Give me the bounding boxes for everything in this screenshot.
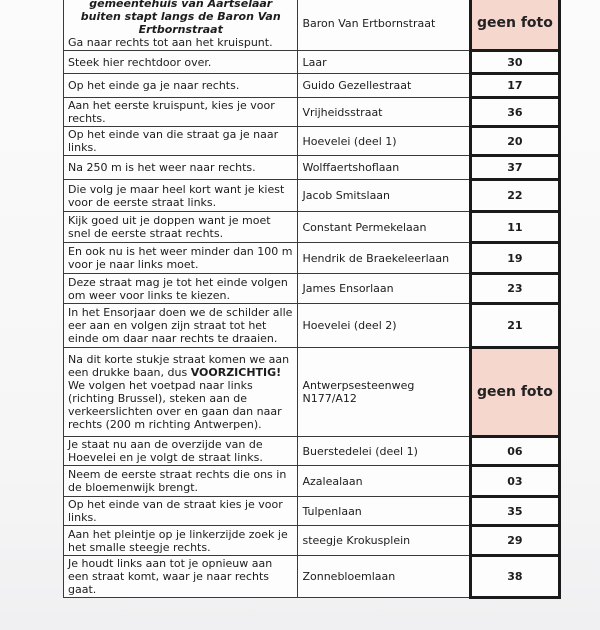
table-row — [64, 180, 560, 212]
photo-number: 36 — [507, 105, 523, 119]
instruction-cell: Op het einde ga je naar rechts. — [64, 74, 298, 98]
instruction-cell — [64, 348, 298, 437]
route-table — [63, 0, 561, 599]
street-cell: Baron Van Ertbornstraat — [298, 0, 470, 51]
street-cell: Laar — [298, 51, 470, 74]
street-cell: Hoevelei (deel 2) — [298, 304, 470, 348]
instruction-cell: Je staat nu aan de overzijde van de Hoevelei en je volgt de straat links. — [64, 437, 298, 466]
table-row — [64, 127, 560, 156]
photo-number: 17 — [507, 79, 523, 92]
photo-number-cell — [470, 556, 559, 598]
instruction-cell: Die volg je maar heel kort want je kiest voor de eerste straat links. — [64, 180, 298, 212]
photo-number: 11 — [507, 220, 523, 234]
instruction-cell: Op het einde van die straat ga je naar links. — [64, 127, 298, 156]
photo-number-cell — [470, 466, 559, 497]
photo-number: 29 — [507, 534, 523, 547]
table-row — [64, 348, 560, 437]
table-row — [64, 437, 560, 466]
photo-number-cell — [470, 51, 559, 74]
street-cell: James Ensorlaan — [298, 274, 470, 304]
photo-number-cell — [470, 526, 559, 556]
instruction-text: Na dit korte stukje straat komen we aan een drukke baan, dus — [68, 353, 290, 379]
street-cell: Hoevelei (deel 1) — [298, 127, 470, 156]
photo-number: 20 — [507, 134, 523, 148]
photo-number: 35 — [507, 504, 523, 518]
photo-number: 38 — [507, 570, 523, 583]
table-row — [64, 51, 560, 74]
street-cell: Tulpenlaan — [298, 497, 470, 526]
photo-number: 19 — [507, 251, 523, 265]
street-cell: Azalealaan — [298, 466, 470, 497]
street-cell: Wolffaertshoflaan — [298, 156, 470, 180]
table-row — [64, 243, 560, 274]
instruction-cell: Deze straat mag je tot het einde volgen om weer voor links te kiezen. — [64, 274, 298, 304]
instruction-cell: Kijk goed uit je doppen want je moet snel de eerste straat rechts. — [64, 212, 298, 243]
photo-number-cell — [470, 0, 559, 51]
street-cell: Buerstedelei (deel 1) — [298, 437, 470, 466]
photo-number: 37 — [507, 161, 523, 174]
table-row — [64, 526, 560, 556]
table-row — [64, 466, 560, 497]
photo-number-cell — [470, 497, 559, 526]
street-cell: steegje Krokusplein — [298, 526, 470, 556]
photo-number: 21 — [507, 319, 523, 332]
photo-number-cell — [470, 304, 559, 348]
instruction-cell: Steek hier rechtdoor over. — [64, 51, 298, 74]
photo-number: geen foto — [476, 14, 553, 31]
street-cell: Hendrik de Braekeleerlaan — [298, 243, 470, 274]
table-row — [64, 74, 560, 98]
instruction-text: Ga naar rechts tot aan het kruispunt. — [68, 36, 273, 49]
photo-number: 30 — [507, 55, 523, 69]
photo-number-cell — [470, 156, 559, 180]
instruction-cell: Op het einde van de straat kies je voor links. — [64, 497, 298, 526]
street-cell: Jacob Smitslaan — [298, 180, 470, 212]
instruction-cell: Na 250 m is het weer naar rechts. — [64, 156, 298, 180]
table-row — [64, 212, 560, 243]
instruction-cell: Aan het pleintje op je linkerzijde zoek je het smalle steegje rechts. — [64, 526, 298, 556]
photo-number-cell — [470, 98, 559, 127]
photo-number: 23 — [507, 282, 523, 295]
photo-number: 06 — [507, 444, 523, 458]
photo-number: 03 — [507, 474, 523, 488]
instruction-cell: In het Ensorjaar doen we de schilder alle eer aan en volgen zijn straat tot het einde om daar naar rechts te draaien. — [64, 304, 298, 348]
photo-number-cell — [470, 274, 559, 304]
photo-number: 22 — [507, 189, 523, 202]
street-cell: Zonnebloemlaan — [298, 556, 470, 598]
table-row — [64, 556, 560, 598]
table-row — [64, 0, 560, 51]
photo-number-cell — [470, 74, 559, 98]
warning-text: VOORZICHTIG! — [190, 366, 282, 379]
instruction-cell: Je houdt links aan tot je opnieuw aan een straat komt, waar je naar rechts gaat. — [64, 556, 298, 598]
photo-number-cell — [470, 243, 559, 274]
photo-number: geen foto — [476, 383, 553, 400]
table-row — [64, 274, 560, 304]
instruction-text: We volgen het voetpad naar links (richting Brussel), steken aan de verkeerslichten over en gaan dan naar rechts (200 m richting Antwerpen). — [68, 379, 282, 431]
instruction-cell: Neem de eerste straat rechts die ons in de bloemenwijk brengt. — [64, 466, 298, 497]
street-cell: Antwerpsesteenweg N177/A12 — [298, 348, 470, 437]
instruction-cell: En ook nu is het weer minder dan 100 m voor je naar links moet. — [64, 243, 298, 274]
photo-number-cell — [470, 437, 559, 466]
street-cell: Constant Permekelaan — [298, 212, 470, 243]
photo-number-cell — [470, 212, 559, 243]
table-row — [64, 497, 560, 526]
section-header: gemeentehuis van Aartselaar buiten stapt langs de Baron Van Ertbornstraat — [80, 0, 281, 36]
table-row — [64, 98, 560, 127]
photo-number-cell — [470, 180, 559, 212]
table-row — [64, 304, 560, 348]
instruction-cell: Aan het eerste kruispunt, kies je voor rechts. — [64, 98, 298, 127]
photo-number-cell — [470, 127, 559, 156]
photo-number-cell — [470, 348, 559, 437]
table-row — [64, 156, 560, 180]
street-cell: Vrijheidsstraat — [298, 98, 470, 127]
street-cell: Guido Gezellestraat — [298, 74, 470, 98]
instruction-cell — [64, 0, 298, 51]
